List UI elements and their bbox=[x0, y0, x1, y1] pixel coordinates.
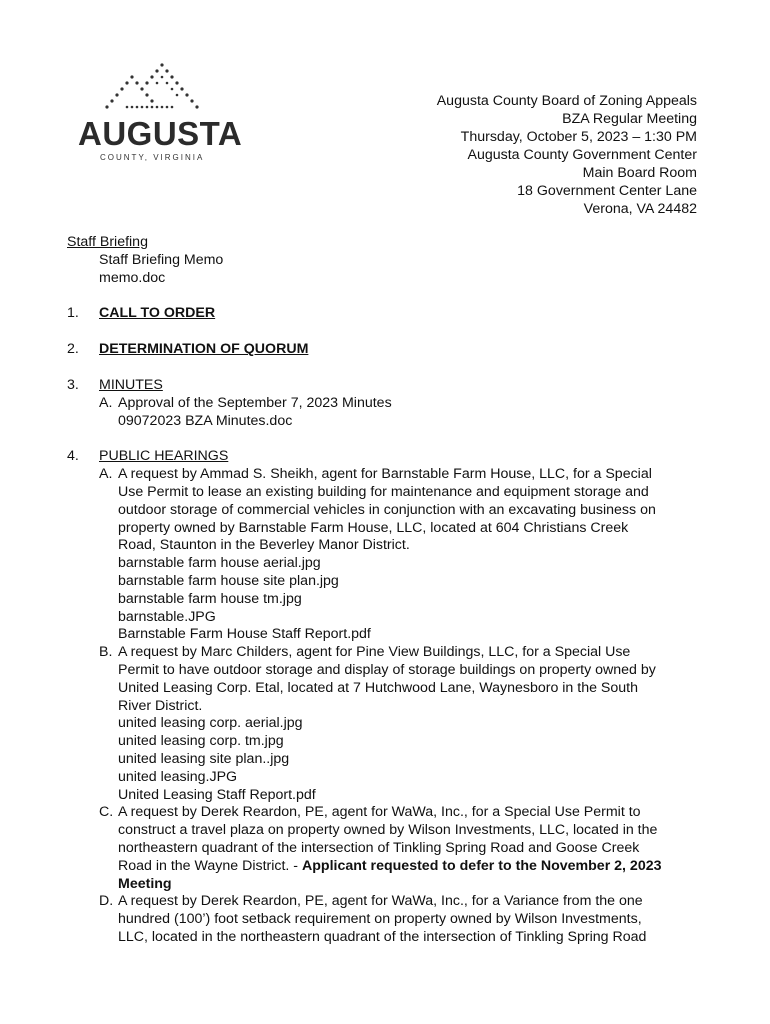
meeting-header bbox=[437, 92, 697, 218]
header-date: Thursday, October 5, 2023 – 1:30 PM bbox=[460, 129, 697, 145]
sub-line: River District. bbox=[118, 697, 203, 714]
header-city: Verona, VA 24482 bbox=[583, 201, 697, 217]
file-link[interactable]: united leasing corp. tm.jpg bbox=[118, 733, 284, 750]
sub-line: A request by Marc Childers, agent for Pine View Buildings, LLC, for a Special Use bbox=[118, 644, 631, 661]
sub-line: construct a travel plaza on property owned by Wilson Investments, LLC, located in the bbox=[118, 822, 658, 839]
staff-briefing-file: memo.doc bbox=[99, 269, 166, 286]
sub-line: A request by Derek Reardon, PE, agent for WaWa, Inc., for a Variance from the one bbox=[118, 893, 643, 910]
hearing-item-a bbox=[67, 466, 707, 644]
file-link[interactable]: United Leasing Staff Report.pdf bbox=[118, 786, 316, 803]
sub-line: A request by Derek Reardon, PE, agent for WaWa, Inc., for a Special Use Permit to bbox=[118, 804, 641, 821]
item-number: 4. bbox=[67, 448, 79, 465]
sub-letter: C. bbox=[99, 804, 114, 821]
item-title: CALL TO ORDER bbox=[99, 305, 216, 322]
logo-wordmark: AUGUSTA bbox=[78, 115, 243, 152]
file-link[interactable]: Barnstable Farm House Staff Report.pdf bbox=[118, 626, 371, 643]
sub-line: Road, Staunton in the Beverley Manor District. bbox=[118, 537, 410, 554]
minutes-item-a bbox=[67, 395, 707, 431]
file-link[interactable]: barnstable farm house site plan.jpg bbox=[118, 572, 339, 589]
item-number: 2. bbox=[67, 341, 79, 358]
agenda-body bbox=[67, 234, 707, 947]
sub-line: Use Permit to lease an existing building for maintenance and equipment storage and bbox=[118, 483, 649, 500]
sub-line: United Leasing Corp. Etal, located at 7 Hutchwood Lane, Waynesboro in the South bbox=[118, 679, 639, 696]
file-link[interactable]: barnstable.JPG bbox=[118, 608, 216, 625]
file-link[interactable]: 09072023 BZA Minutes.doc bbox=[118, 412, 293, 429]
agenda-item-2 bbox=[67, 341, 707, 359]
file-link[interactable]: barnstable farm house aerial.jpg bbox=[118, 555, 321, 572]
sub-line: LLC, located in the northeastern quadrant of the intersection of Tinkling Spring Road bbox=[118, 928, 647, 945]
item-title: DETERMINATION OF QUORUM bbox=[99, 341, 309, 358]
logo-subtitle: COUNTY, VIRGINIA bbox=[100, 153, 205, 162]
staff-briefing-title: Staff Briefing bbox=[67, 234, 148, 250]
sub-letter: B. bbox=[99, 644, 113, 661]
header-board: Augusta County Board of Zoning Appeals bbox=[436, 93, 697, 109]
county-logo bbox=[70, 57, 243, 173]
sub-line: northeastern quadrant of the intersection of Tinkling Spring Road and Goose Creek bbox=[118, 839, 640, 856]
staff-briefing-memo: Staff Briefing Memo bbox=[99, 251, 224, 268]
file-link[interactable]: barnstable farm house tm.jpg bbox=[118, 590, 302, 607]
sub-line: hundred (100’) foot setback requirement on property owned by Wilson Investments, bbox=[118, 911, 642, 928]
item-number: 3. bbox=[67, 376, 79, 393]
file-link[interactable]: united leasing site plan..jpg bbox=[118, 750, 290, 767]
sub-line bbox=[118, 858, 707, 876]
item-number: 1. bbox=[67, 305, 79, 322]
agenda-item-3 bbox=[67, 377, 707, 395]
sub-line: property owned by Barnstable Farm House, LLC, located at 604 Christians Creek bbox=[118, 519, 629, 536]
deferral-note-cont: Meeting bbox=[118, 875, 172, 892]
header-room: Main Board Room bbox=[582, 165, 697, 181]
sub-line: Approval of the September 7, 2023 Minutes bbox=[118, 394, 392, 411]
sub-text: Road in the Wayne District. - bbox=[118, 857, 302, 874]
sub-line: A request by Ammad S. Sheikh, agent for Barnstable Farm House, LLC, for a Special bbox=[118, 466, 652, 483]
header-venue: Augusta County Government Center bbox=[467, 147, 697, 163]
sub-letter: A. bbox=[99, 466, 113, 483]
hearing-item-d bbox=[67, 893, 707, 946]
file-link[interactable]: united leasing corp. aerial.jpg bbox=[118, 715, 303, 732]
deferral-note: Applicant requested to defer to the November 2, 2023 bbox=[301, 857, 662, 874]
sub-line: outdoor storage of commercial vehicles in conjunction with an excavating business on bbox=[118, 501, 656, 518]
sub-letter: D. bbox=[99, 893, 114, 910]
mountain-logo-icon bbox=[103, 63, 199, 113]
hearing-item-b bbox=[67, 644, 707, 804]
item-title: PUBLIC HEARINGS bbox=[99, 448, 229, 465]
item-title: MINUTES bbox=[99, 376, 163, 393]
hearing-item-c bbox=[67, 804, 707, 893]
agenda-item-4 bbox=[67, 448, 707, 466]
sub-letter: A. bbox=[99, 394, 113, 411]
sub-line: Permit to have outdoor storage and display of storage buildings on property owned by bbox=[118, 661, 656, 678]
header-street: 18 Government Center Lane bbox=[517, 183, 697, 199]
file-link[interactable]: united leasing.JPG bbox=[118, 768, 238, 785]
header-meeting: BZA Regular Meeting bbox=[562, 111, 697, 127]
agenda-item-1 bbox=[67, 305, 707, 323]
